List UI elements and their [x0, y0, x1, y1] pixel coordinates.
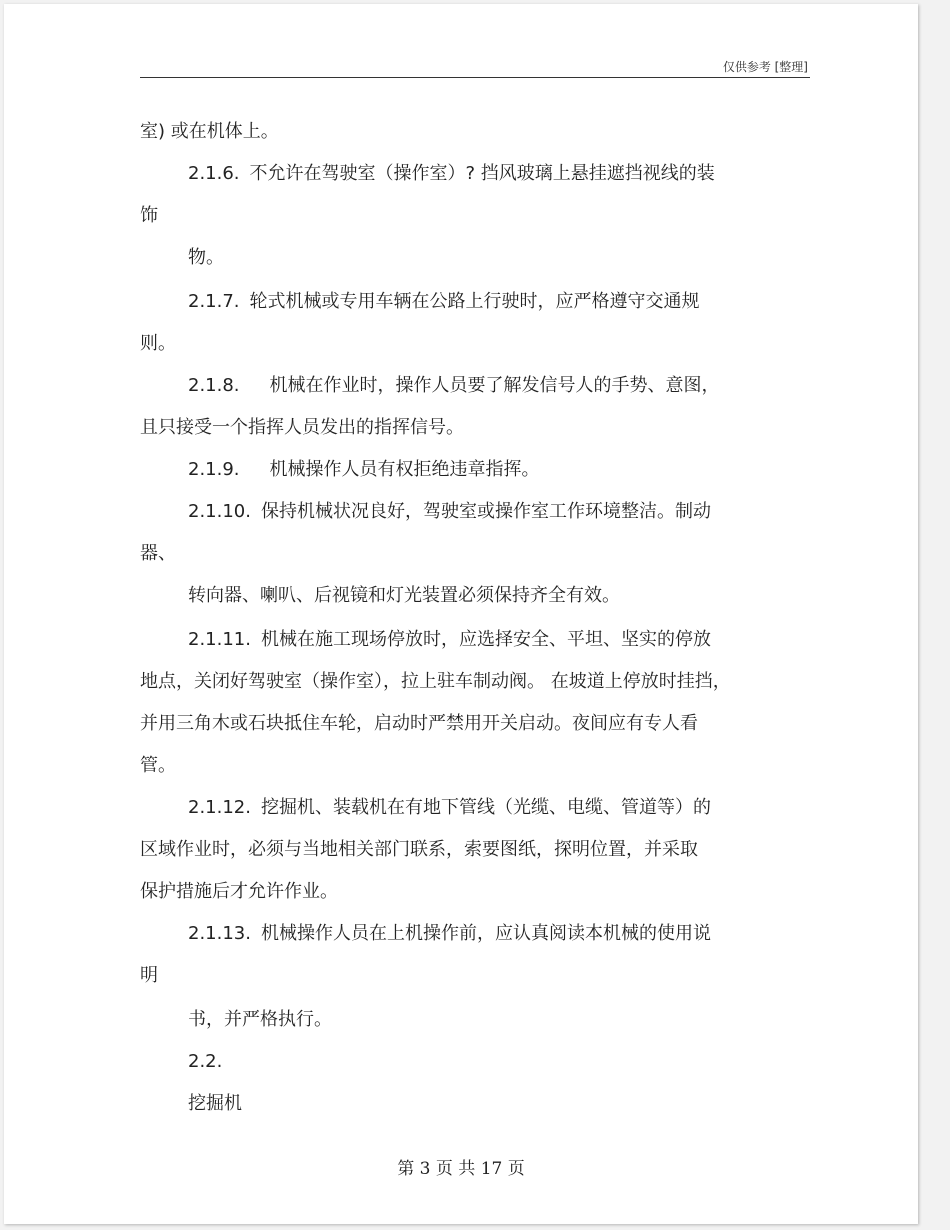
document-page: [4, 4, 918, 1224]
text-line: [188, 1008, 332, 1032]
clause-2-1-13: [188, 922, 711, 946]
line-text: 区域作业时，必须与当地相关部门联系，索要图纸，探明位置，并采取: [140, 839, 698, 860]
section-2-2: [188, 1050, 232, 1074]
line-text: 转向器、喇叭、后视镜和灯光装置必须保持齐全有效。: [188, 585, 620, 606]
clause-2-1-11: [188, 628, 711, 652]
line-text: 地点，关闭好驾驶室（操作室），拉上驻车制动阀。 在坡道上停放时挂挡，: [140, 671, 731, 692]
clause-number: 2.1.8.: [188, 375, 240, 396]
line-text: 管。: [140, 755, 176, 776]
clause-2-1-6: [188, 162, 715, 186]
clause-number: 2.1.6.: [188, 163, 240, 184]
line-text: 器、: [140, 543, 176, 564]
clause-number: 2.1.9.: [188, 459, 240, 480]
text-line: [140, 880, 338, 904]
text-line: [140, 838, 698, 862]
line-text: 室) 或在机体上。: [140, 121, 279, 142]
line-text: 挖掘机: [188, 1093, 242, 1114]
clause-2-1-10: [188, 500, 711, 524]
text-line: [140, 332, 176, 356]
line-text: 挖掘机、装载机在有地下管线（光缆、电缆、管道等）的: [260, 797, 711, 818]
clause-number: 2.1.12.: [188, 797, 251, 818]
clause-2-1-9: [188, 458, 540, 482]
line-text: 轮式机械或专用车辆在公路上行驶时，应严格遵守交通规: [249, 291, 700, 312]
header-divider: [140, 77, 810, 78]
text-line: [140, 542, 176, 566]
line-text: 机械操作人员在上机操作前，应认真阅读本机械的使用说: [260, 923, 711, 944]
text-line: [188, 246, 224, 270]
clause-number: 2.1.7.: [188, 291, 240, 312]
text-line: [140, 754, 176, 778]
line-text: 书，并严格执行。: [188, 1009, 332, 1030]
line-text: 不允许在驾驶室（操作室）? 挡风玻璃上悬挂遮挡视线的装: [249, 163, 715, 184]
text-line: [140, 416, 464, 440]
line-text: 机械操作人员有权拒绝违章指挥。: [269, 459, 540, 480]
line-text: 则。: [140, 333, 176, 354]
clause-2-1-12: [188, 796, 711, 820]
header-note: 仅供参考 [整理]: [722, 60, 808, 74]
line-text: 并用三角木或石块抵住车轮，启动时严禁用开关启动。夜间应有专人看: [140, 713, 698, 734]
line-text: 物。: [188, 247, 224, 268]
clause-number: 2.1.10.: [188, 501, 251, 522]
text-line: [140, 120, 279, 144]
clause-number: 2.1.13.: [188, 923, 251, 944]
text-line: [140, 204, 158, 228]
clause-2-1-7: [188, 290, 700, 314]
text-line: [140, 670, 731, 694]
line-text: 保护措施后才允许作业。: [140, 881, 338, 902]
section-heading: [188, 1092, 242, 1116]
clause-2-1-8: [188, 374, 720, 398]
text-line: [188, 584, 620, 608]
text-line: [140, 964, 158, 988]
line-text: 饰: [140, 205, 158, 226]
line-text: 且只接受一个指挥人员发出的指挥信号。: [140, 417, 464, 438]
line-text: 机械在施工现场停放时，应选择安全、平坦、坚实的停放: [260, 629, 711, 650]
clause-number: 2.1.11.: [188, 629, 251, 650]
line-text: 明: [140, 965, 158, 986]
line-text: 机械在作业时，操作人员要了解发信号人的手势、意图，: [269, 375, 720, 396]
line-text: 保持机械状况良好，驾驶室或操作室工作环境整洁。制动: [260, 501, 711, 522]
text-line: [140, 712, 698, 736]
page-number-footer: 第 3 页 共 17 页: [397, 1159, 525, 1179]
section-number: 2.2.: [188, 1051, 223, 1072]
